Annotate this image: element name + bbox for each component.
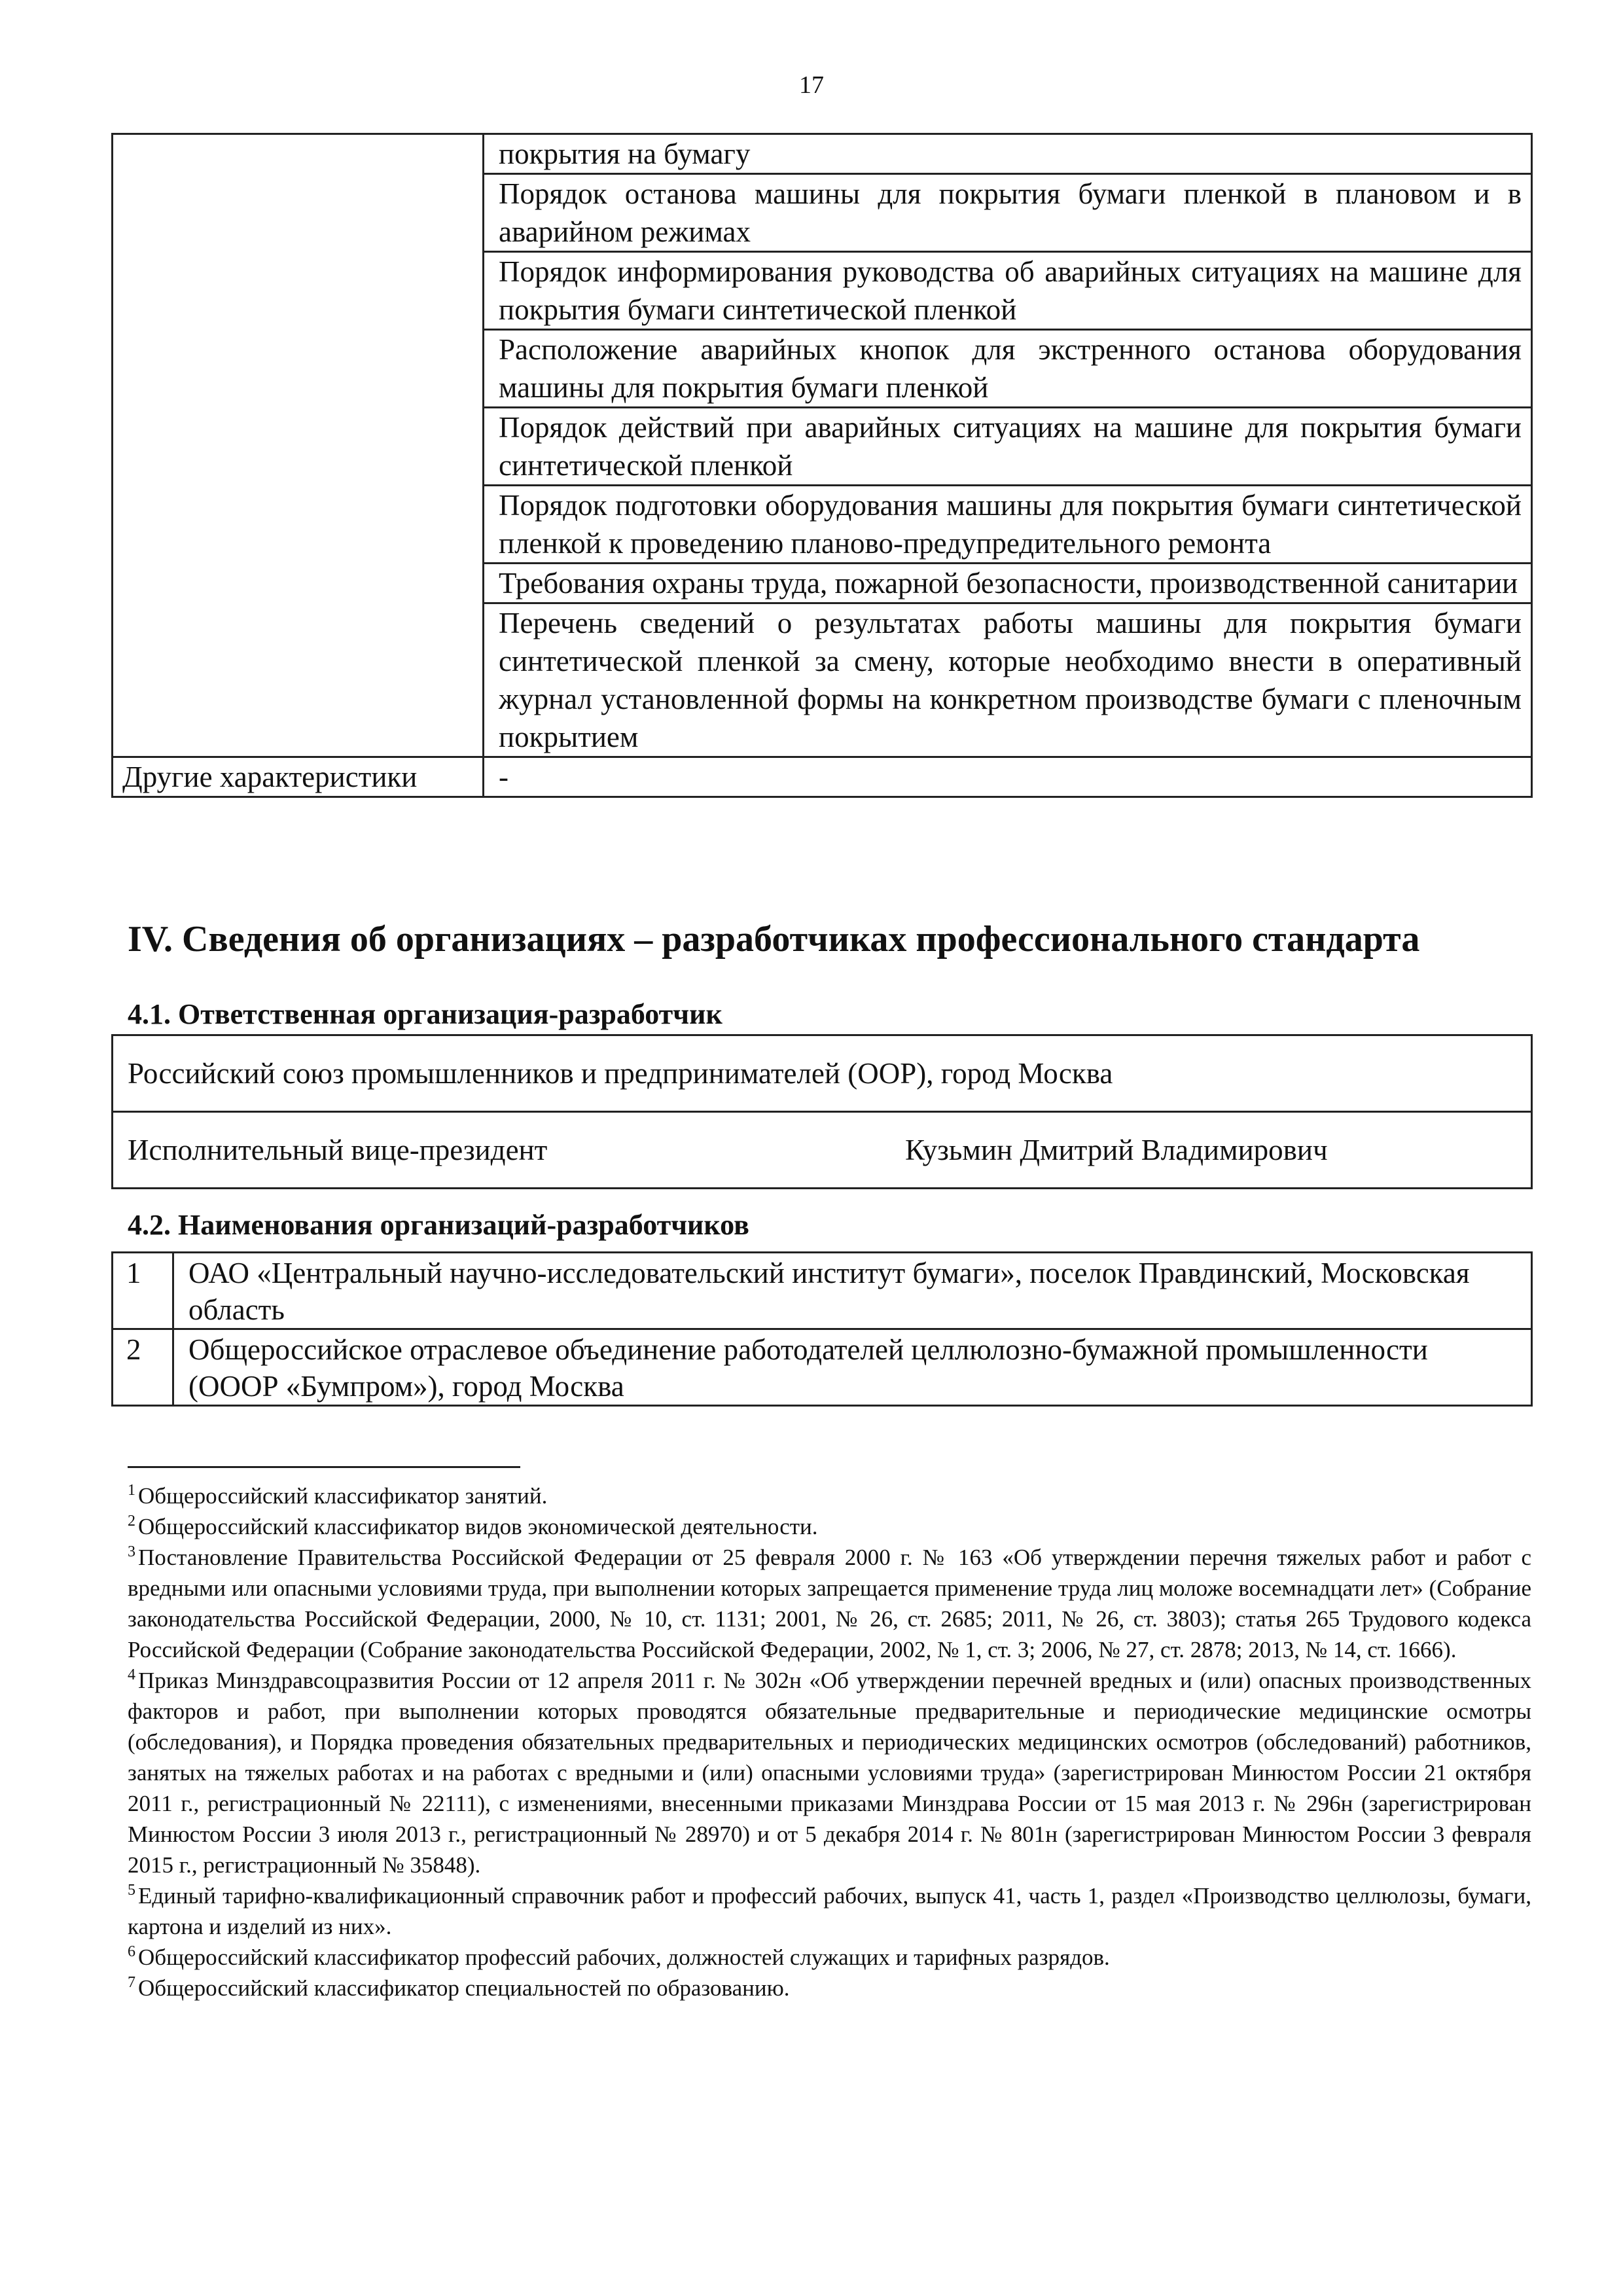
footnote-text: Общероссийский классификатор специальностей по образованию. [138, 1975, 790, 2001]
table-row [113, 1035, 1532, 1112]
footnote-text: Постановление Правительства Российской Федерации от 25 февраля 2000 г. № 163 «Об утверждении перечня тяжелых работ и работ с вредными или опасными условиями труда, при выполнении которых запрещается применение труда лиц моложе восемнадцати лет» (Собрание законодательства Российской Федерации, 2000, № 10, ст. 1131; 2001, № 26, ст. 2685; 2011, № 26, ст. 3803); статья 265 Трудового кодекса Российской Федерации (Собрание законодательства Российской Федерации, 2002, № 1, ст. 3; 2006, № 27, ст. 2878; 2013, № 14, ст. 1666). [128, 1545, 1531, 1662]
table-cell: Порядок подготовки оборудования машины для покрытия бумаги синтетической пленкой к проведению планово-предупредительного ремонта [484, 486, 1532, 564]
row-number: 2 [113, 1329, 173, 1406]
footnote-mark: 2 [128, 1513, 135, 1530]
page-number: 17 [799, 71, 824, 99]
footnote [128, 1511, 1531, 1542]
footnote-text: Единый тарифно-квалификационный справочник работ и профессий рабочих, выпуск 41, часть 1, раздел «Производство целлюлозы, бумаги, картона и изделий из них». [128, 1883, 1531, 1939]
footnote [128, 1542, 1531, 1665]
table-cell: Порядок останова машины для покрытия бумаги пленкой в плановом и в аварийном режимах [484, 174, 1532, 252]
table-row-other [113, 757, 1532, 797]
developer-org-name: Общероссийское отраслевое объединение работодателей целлюлозно-бумажной промышленности (ОООР «Бумпром»), город Москва [173, 1329, 1532, 1406]
footnote [128, 1942, 1531, 1973]
responsible-org-name: Российский союз промышленников и предпринимателей (ООР), город Москва [113, 1035, 1532, 1112]
footnotes [128, 1480, 1531, 2003]
table-cell: Перечень сведений о результатах работы машины для покрытия бумаги синтетической пленкой за смену, которые необходимо внести в оперативный журнал установленной формы на конкретном производстве бумаги с пленочным покрытием [484, 603, 1532, 757]
developer-org-name: ОАО «Центральный научно-исследовательский институт бумаги», поселок Правдинский, Московская область [173, 1253, 1532, 1329]
table-cell: Расположение аварийных кнопок для экстренного останова оборудования машины для покрытия бумаги пленкой [484, 330, 1532, 408]
footnote-mark: 7 [128, 1974, 135, 1992]
table-cell: Порядок действий при аварийных ситуациях на машине для покрытия бумаги синтетической пленкой [484, 408, 1532, 486]
other-characteristics-value: - [484, 757, 1532, 797]
table-cell: Порядок информирования руководства об аварийных ситуациях на машине для покрытия бумаги синтетической пленкой [484, 252, 1532, 330]
footnote-mark: 5 [128, 1882, 135, 1899]
footnote-mark: 1 [128, 1482, 135, 1499]
table-row [113, 1112, 1532, 1189]
footnote-text: Приказ Минздравсоцразвития России от 12 апреля 2011 г. № 302н «Об утверждении перечней вредных и (или) опасных производственных факторов и работ, при выполнении которых проводятся обязательные предварительные и периодические медицинские осмотры (обследования), и Порядка проведения обязательных предварительных и периодических медицинских осмотров (обследований) работников, занятых на тяжелых работах и на работах с вредными и (или) опасными условиями труда» (зарегистрирован Минюстом России 21 октября 2011 г., регистрационный № 22111), с изменениями, внесенными приказами Минздрава России от 15 мая 2013 г. № 296н (зарегистрирован Минюстом России 3 июля 2013 г., регистрационный № 28970) и от 5 декабря 2014 г. № 801н (зарегистрирован Минюстом России 3 февраля 2015 г., регистрационный № 35848). [128, 1668, 1531, 1878]
table-row [113, 134, 1532, 174]
footnote-mark: 3 [128, 1543, 135, 1561]
table-row [113, 1329, 1532, 1406]
footnote [128, 1480, 1531, 1511]
footnote-mark: 6 [128, 1943, 135, 1961]
footnote-mark: 4 [128, 1666, 135, 1684]
footnote [128, 1880, 1531, 1942]
row-number: 1 [113, 1253, 173, 1329]
table-cell: Требования охраны труда, пожарной безопасности, производственной санитарии [484, 564, 1532, 603]
developer-orgs-heading: 4.2. Наименования организаций-разработчиков [128, 1209, 749, 1241]
footnote-text: Общероссийский классификатор профессий рабочих, должностей служащих и тарифных разрядов. [138, 1945, 1110, 1970]
signer-name: Кузьмин Дмитрий Владимирович [905, 1134, 1328, 1166]
requirements-table [111, 133, 1533, 798]
footnote-text: Общероссийский классификатор видов экономической деятельности. [138, 1514, 818, 1539]
section-title: IV. Сведения об организациях – разработчиках профессионального стандарта [128, 919, 1420, 960]
developer-orgs-table [111, 1251, 1533, 1407]
footnote [128, 1973, 1531, 2003]
footnote-divider [128, 1466, 520, 1468]
footnote [128, 1665, 1531, 1880]
table-cell-empty [113, 134, 484, 757]
responsible-org-heading: 4.1. Ответственная организация-разработчик [128, 998, 722, 1030]
other-characteristics-label: Другие характеристики [113, 757, 484, 797]
table-cell: покрытия на бумагу [484, 134, 1532, 174]
signer-cell [113, 1112, 1532, 1189]
signer-position: Исполнительный вице-президент [128, 1134, 548, 1166]
table-row [113, 1253, 1532, 1329]
responsible-org-table [111, 1034, 1533, 1189]
footnote-text: Общероссийский классификатор занятий. [138, 1483, 548, 1509]
